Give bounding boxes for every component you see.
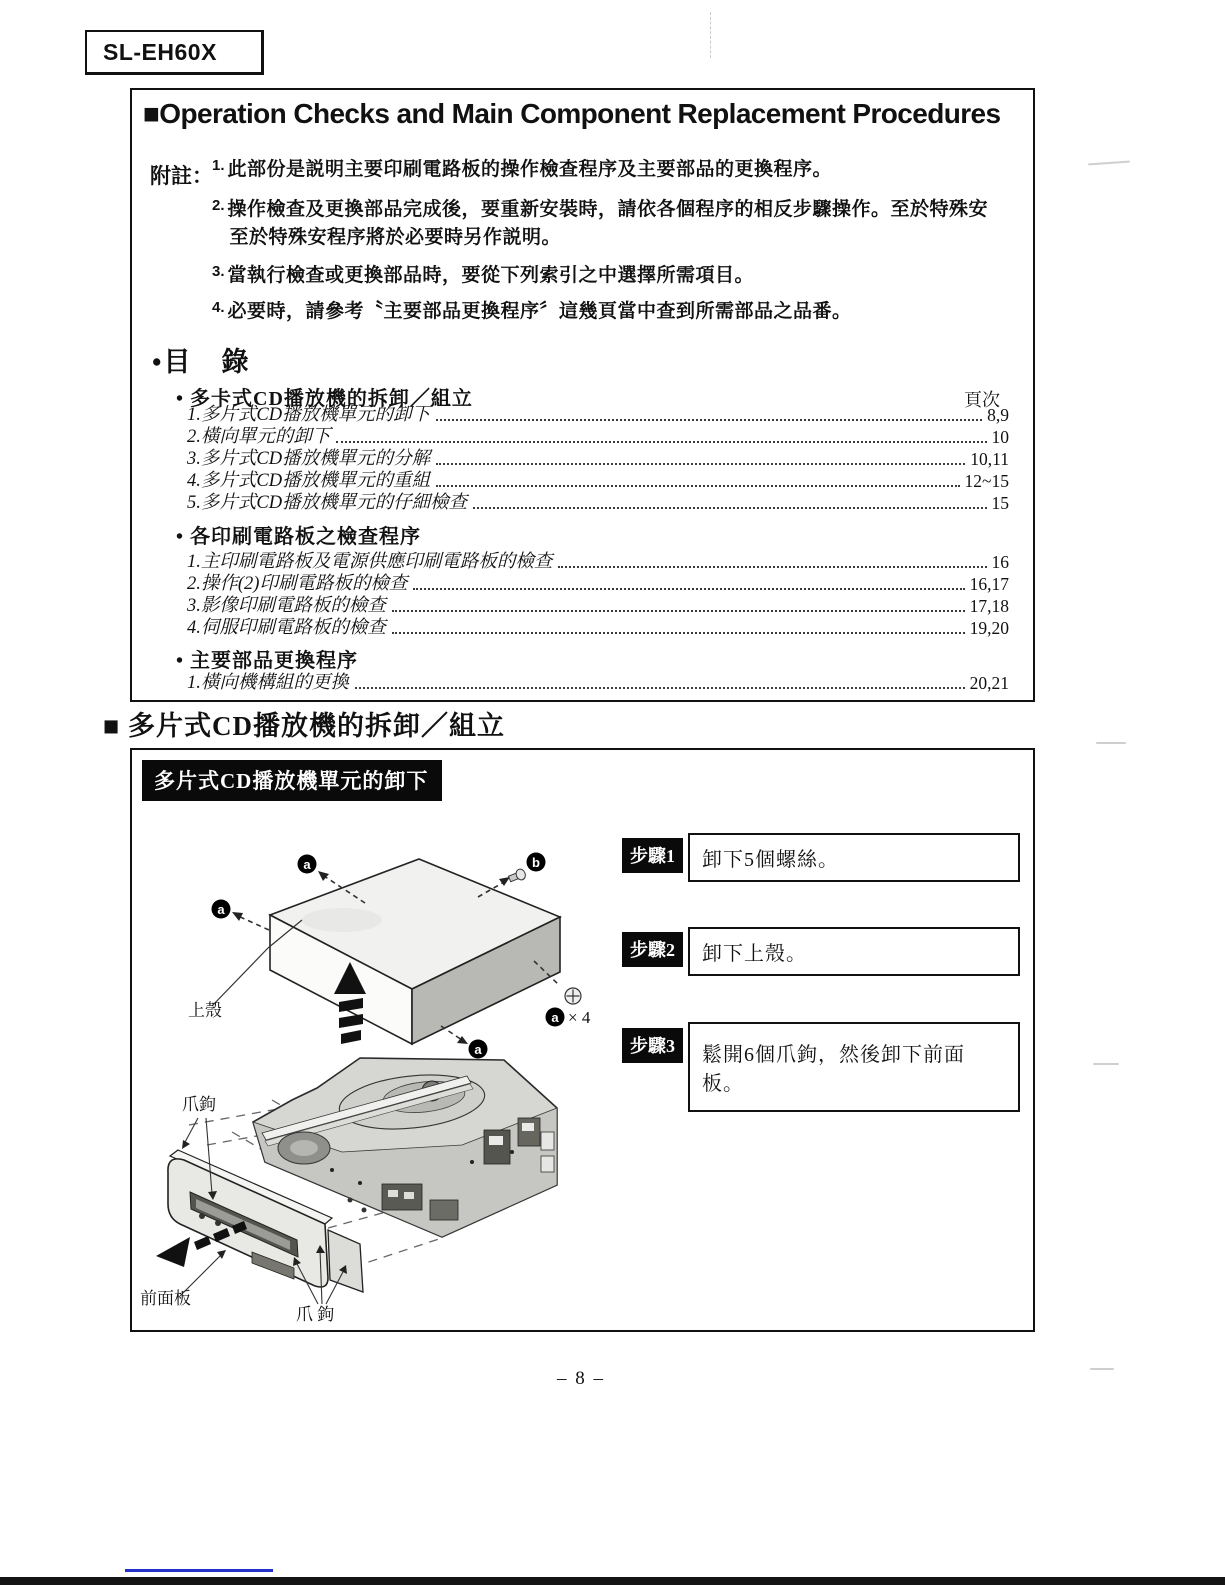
note-number: 3. xyxy=(212,263,225,280)
note-text: 當執行檢查或更換部品時，要從下列索引之中選擇所需項目。 xyxy=(227,265,755,286)
dot-leader xyxy=(436,484,959,487)
note-number: 1. xyxy=(212,157,225,174)
toc-item-page: 10,11 xyxy=(970,449,1009,469)
svg-text:× 4: × 4 xyxy=(568,1008,591,1027)
dot-leader xyxy=(558,565,986,568)
note-item-2 xyxy=(212,196,1022,252)
toc-item-label: 3.影像印刷電路板的檢查 xyxy=(187,596,386,616)
screw-marker-a3 xyxy=(441,1026,488,1059)
note-number: 2. xyxy=(212,197,225,214)
svg-text:上殼: 上殼 xyxy=(188,1001,222,1020)
operation-checks-panel xyxy=(130,88,1035,702)
procedure-tag: 多片式CD播放機單元的卸下 xyxy=(142,760,442,801)
step-2-tag: 步驟2 xyxy=(622,932,683,967)
toc-item-label: 2.操作(2)印刷電路板的檢查 xyxy=(187,574,408,594)
note-text: 必要時，請參考〝主要部品更換程序〞這幾頁當中查到所需部品之品番。 xyxy=(227,301,852,322)
toc-item-label: 1.主印刷電路板及電源供應印刷電路板的檢查 xyxy=(187,552,553,572)
phillips-screw-icon xyxy=(565,988,581,1004)
toc-item xyxy=(187,492,1009,514)
toc-item-label: 5.多片式CD播放機單元的仔細檢查 xyxy=(187,493,468,513)
model-number: SL-EH60X xyxy=(103,38,217,65)
note-text: 此部份是説明主要印刷電路板的操作檢查程序及主要部品的更換程序。 xyxy=(227,159,833,180)
toc-item-page: 20,21 xyxy=(969,673,1009,693)
svg-text:a: a xyxy=(217,902,225,917)
dot-leader xyxy=(436,462,965,465)
dot-leader xyxy=(336,440,986,443)
toc-section-heading-1: • 多卡式CD播放機的拆卸／組立 xyxy=(176,388,473,410)
toc-item-label: 1.多片式CD播放機單元的卸下 xyxy=(187,405,431,425)
svg-text:a: a xyxy=(474,1042,482,1057)
toc-item-page: 8,9 xyxy=(987,405,1009,425)
step-1-box: 卸下5個螺絲。 xyxy=(688,833,1020,882)
step-1-tag: 步驟1 xyxy=(622,838,683,873)
removal-procedure-panel xyxy=(130,748,1035,1332)
note-text-line2: 至於特殊安程序將於必要時另作説明。 xyxy=(229,227,562,248)
dot-leader xyxy=(436,418,982,421)
scan-bottom-bar xyxy=(0,1577,1225,1585)
note-number: 4. xyxy=(212,299,225,316)
note-item-1 xyxy=(212,156,1022,184)
toc-item-page: 19,20 xyxy=(969,618,1009,638)
svg-text:a: a xyxy=(303,857,311,872)
scan-artifact xyxy=(1096,742,1126,744)
toc-section-heading-2: • 各印刷電路板之檢查程序 xyxy=(176,526,422,548)
toc-item-page: 15 xyxy=(991,493,1009,513)
screw-marker-a2 xyxy=(212,900,270,931)
scan-artifact xyxy=(1088,161,1130,166)
note-item-4 xyxy=(212,298,1022,326)
step-3-box: 鬆開6個爪鉤，然後卸下前面板。 xyxy=(688,1022,1020,1112)
svg-text:爪鉤: 爪鉤 xyxy=(182,1095,216,1114)
note-text: 操作檢查及更換部品完成後，要重新安裝時，請依各個程序的相反步驟操作。至於特殊安 xyxy=(227,199,989,220)
toc-item-page: 10 xyxy=(991,427,1009,447)
scan-artifact-dotted-line xyxy=(710,12,712,58)
toc-item-page: 16,17 xyxy=(969,574,1009,594)
toc-item xyxy=(187,672,1009,694)
dot-leader xyxy=(473,506,986,509)
dot-leader xyxy=(413,587,964,590)
section-heading: ■ 多片式CD播放機的拆卸／組立 xyxy=(103,711,506,741)
dot-leader xyxy=(392,631,965,634)
scan-artifact xyxy=(1090,1368,1114,1370)
toc-item-label: 2.橫向單元的卸下 xyxy=(187,427,331,447)
top-cover-drawing xyxy=(270,859,560,1044)
note-item-3 xyxy=(212,262,1022,290)
toc-item-label: 1.橫向機構組的更換 xyxy=(187,673,349,693)
notes-label: 附註： xyxy=(150,165,213,188)
svg-text:前面板: 前面板 xyxy=(140,1289,191,1308)
toc-section-heading-3: • 主要部品更換程序 xyxy=(176,650,359,672)
svg-text:爪 鉤: 爪 鉤 xyxy=(296,1305,335,1324)
footer-blue-line xyxy=(125,1569,273,1572)
step-2-box: 卸下上殼。 xyxy=(688,927,1020,976)
toc-item-page: 16 xyxy=(991,552,1009,572)
page-number: – 8 – xyxy=(557,1368,605,1389)
scan-artifact xyxy=(1093,1063,1119,1065)
toc-title: •目 錄 xyxy=(152,347,251,377)
dot-leader xyxy=(392,609,965,612)
page-title: ■Operation Checks and Main Component Replacement Procedures xyxy=(143,98,1001,129)
screw-icon xyxy=(508,868,527,884)
dot-leader xyxy=(355,686,965,689)
toc-page-column-label: 頁次 xyxy=(964,390,1000,410)
exploded-view-diagram xyxy=(132,800,612,1328)
toc-item-label: 4.伺服印刷電路板的檢查 xyxy=(187,618,386,638)
toc-item xyxy=(187,617,1009,639)
toc-item-page: 17,18 xyxy=(969,596,1009,616)
step-3-tag: 步驟3 xyxy=(622,1028,683,1063)
model-number-box xyxy=(85,30,264,75)
svg-text:b: b xyxy=(532,855,540,870)
toc-item-page: 12~15 xyxy=(964,471,1009,491)
screw-marker-b xyxy=(478,853,546,898)
toc-item-label: 3.多片式CD播放機單元的分解 xyxy=(187,449,431,469)
svg-text:a: a xyxy=(551,1010,559,1025)
toc-item-label: 4.多片式CD播放機單元的重組 xyxy=(187,471,431,491)
